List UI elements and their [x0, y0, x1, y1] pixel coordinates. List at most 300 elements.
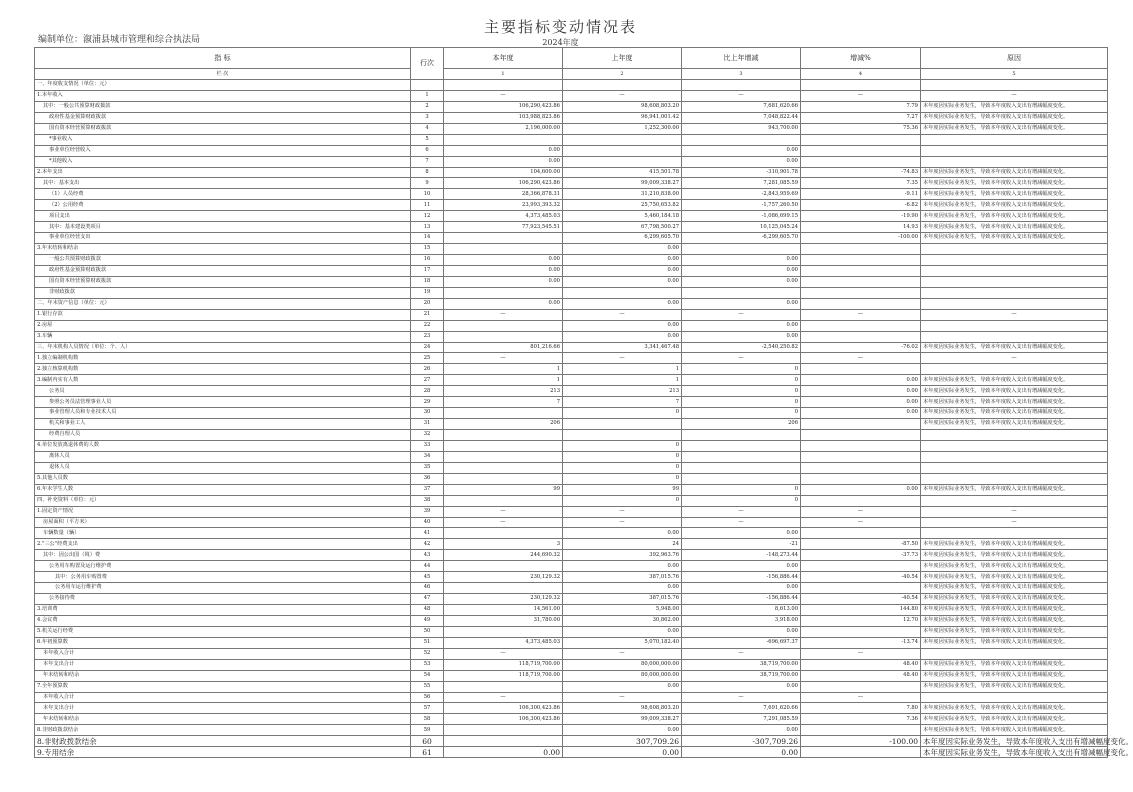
- row-line-number: 12: [411, 211, 444, 222]
- row-change-pct: 75.36: [801, 123, 921, 134]
- row-previous-value: 98,608,803.20: [563, 101, 682, 112]
- row-indicator-name: 1.本年收入: [35, 90, 411, 101]
- row-previous-value: 67,798,500.27: [563, 222, 682, 233]
- header-col-3: 3: [682, 69, 801, 80]
- row-line-number: 15: [411, 244, 444, 255]
- row-change-value: 943,700.00: [682, 123, 801, 134]
- row-previous-value: 0.00: [563, 255, 682, 266]
- table-row: [35, 189, 1108, 200]
- row-change-value: 0.00: [682, 561, 801, 572]
- row-previous-value: 25,750,653.82: [563, 200, 682, 211]
- row-previous-value: 80,000,000.00: [563, 659, 682, 670]
- header-col-5: 5: [921, 69, 1108, 80]
- row-current-value: 801,216.66: [444, 342, 563, 353]
- row-previous-value: —: [563, 517, 682, 528]
- row-current-value: [444, 725, 563, 736]
- header-reason: 原因: [921, 48, 1108, 69]
- table-row: [35, 451, 1108, 462]
- row-previous-value: 5,460,184.18: [563, 211, 682, 222]
- row-line-number: 54: [411, 670, 444, 681]
- row-change-pct: [801, 430, 921, 441]
- row-change-value: —: [682, 309, 801, 320]
- header-col-4: 4: [801, 69, 921, 80]
- table-row: [35, 123, 1108, 134]
- row-change-value: -1,757,260.50: [682, 200, 801, 211]
- row-change-value: 7,048,822.44: [682, 112, 801, 123]
- row-current-value: 106,290,423.86: [444, 178, 563, 189]
- row-reason: [921, 265, 1108, 276]
- row-previous-value: 387,015.76: [563, 594, 682, 605]
- row-reason: 本年度因实际业务发生，导致本年度收入支出有增减幅度变化。: [921, 594, 1108, 605]
- row-change-pct: 0.00: [801, 386, 921, 397]
- row-change-pct: -13.74: [801, 637, 921, 648]
- row-change-value: -310,901.78: [682, 167, 801, 178]
- header-indicator: 指 标: [35, 48, 411, 69]
- row-reason: 本年度因实际业务发生，导致本年度收入支出有增减幅度变化。: [921, 747, 1108, 758]
- row-line-number: 41: [411, 528, 444, 539]
- header-previous-year: 上年度: [563, 48, 682, 69]
- row-change-pct: [801, 583, 921, 594]
- row-reason: [921, 320, 1108, 331]
- row-change-value: -2,540,250.82: [682, 342, 801, 353]
- row-line-number: 42: [411, 539, 444, 550]
- table-row: [35, 265, 1108, 276]
- row-change-value: 3,918.00: [682, 615, 801, 626]
- row-change-pct: —: [801, 90, 921, 101]
- row-change-pct: [801, 364, 921, 375]
- row-previous-value: 99: [563, 484, 682, 495]
- row-reason: [921, 255, 1108, 266]
- row-change-pct: -100.00: [801, 736, 921, 747]
- row-indicator-name: 一、年度收支情况（单位：元）: [35, 80, 411, 91]
- row-current-value: [444, 626, 563, 637]
- row-line-number: 8: [411, 167, 444, 178]
- row-change-pct: 0.00: [801, 375, 921, 386]
- row-reason: [921, 648, 1108, 659]
- row-indicator-name: 2.房屋: [35, 320, 411, 331]
- row-change-pct: 7.36: [801, 714, 921, 725]
- row-indicator-name: 事业管理人员和专业技术人员: [35, 408, 411, 419]
- table-row: [35, 145, 1108, 156]
- row-previous-value: 0.00: [563, 331, 682, 342]
- row-current-value: 14,561.00: [444, 605, 563, 616]
- row-reason: 本年度因实际业务发生，导致本年度收入支出有增减幅度变化。: [921, 233, 1108, 244]
- row-previous-value: —: [563, 648, 682, 659]
- row-change-pct: —: [801, 353, 921, 364]
- row-reason: [921, 462, 1108, 473]
- row-change-pct: [801, 561, 921, 572]
- row-change-value: 0.00: [682, 265, 801, 276]
- row-line-number: 21: [411, 309, 444, 320]
- row-current-value: 31,780.00: [444, 615, 563, 626]
- row-line-number: 20: [411, 298, 444, 309]
- row-reason: 本年度因实际业务发生，导致本年度收入支出有增减幅度变化。: [921, 615, 1108, 626]
- row-indicator-name: 政府性基金预算财政拨款: [35, 112, 411, 123]
- table-row: [35, 386, 1108, 397]
- row-current-value: [444, 440, 563, 451]
- row-indicator-name: 房屋面积（平方米）: [35, 517, 411, 528]
- table-row: [35, 506, 1108, 517]
- row-current-value: [444, 331, 563, 342]
- row-indicator-name: 9.专用结余: [35, 747, 411, 758]
- row-previous-value: —: [563, 309, 682, 320]
- table-row: [35, 90, 1108, 101]
- row-current-value: —: [444, 506, 563, 517]
- row-reason: [921, 134, 1108, 145]
- row-previous-value: 96,941,001.42: [563, 112, 682, 123]
- row-change-value: 0: [682, 495, 801, 506]
- row-current-value: 0.00: [444, 265, 563, 276]
- row-change-pct: [801, 276, 921, 287]
- header-line-no: 行次: [411, 48, 444, 80]
- row-change-pct: 7.79: [801, 101, 921, 112]
- table-row: [35, 331, 1108, 342]
- row-previous-value: 6,299,605.70: [563, 233, 682, 244]
- header-change: 比上年增减: [682, 48, 801, 69]
- row-change-value: -696,697.37: [682, 637, 801, 648]
- row-reason: 本年度因实际业务发生，导致本年度收入支出有增减幅度变化。: [921, 200, 1108, 211]
- row-previous-value: 0.00: [563, 528, 682, 539]
- table-row: [35, 255, 1108, 266]
- row-line-number: 33: [411, 440, 444, 451]
- row-line-number: 43: [411, 550, 444, 561]
- row-current-value: 0.00: [444, 276, 563, 287]
- row-change-value: 0: [682, 484, 801, 495]
- row-line-number: 16: [411, 255, 444, 266]
- table-row: [35, 572, 1108, 583]
- row-line-number: 45: [411, 572, 444, 583]
- row-change-value: [682, 451, 801, 462]
- table-row: [35, 167, 1108, 178]
- row-indicator-name: 公务接待费: [35, 594, 411, 605]
- row-current-value: 106,290,423.86: [444, 101, 563, 112]
- row-change-value: [682, 134, 801, 145]
- row-line-number: 3: [411, 112, 444, 123]
- row-indicator-name: 经费自理人员: [35, 430, 411, 441]
- row-line-number: 47: [411, 594, 444, 605]
- header-col-index: 栏 次: [35, 69, 411, 80]
- row-reason: —: [921, 517, 1108, 528]
- row-current-value: —: [444, 517, 563, 528]
- row-reason: 本年度因实际业务发生，导致本年度收入支出有增减幅度变化。: [921, 189, 1108, 200]
- row-indicator-name: 5.其他人员数: [35, 473, 411, 484]
- row-change-value: 0: [682, 397, 801, 408]
- row-change-pct: -76.02: [801, 342, 921, 353]
- row-change-pct: [801, 287, 921, 298]
- row-current-value: 0.00: [444, 156, 563, 167]
- row-current-value: 118,719,700.00: [444, 659, 563, 670]
- row-change-value: [682, 430, 801, 441]
- table-row: [35, 320, 1108, 331]
- row-current-value: [444, 462, 563, 473]
- header-col-1: 1: [444, 69, 563, 80]
- row-current-value: 106,300,423.86: [444, 714, 563, 725]
- row-current-value: 118,719,700.00: [444, 670, 563, 681]
- row-line-number: 6: [411, 145, 444, 156]
- row-change-value: -148,273.44: [682, 550, 801, 561]
- row-reason: [921, 287, 1108, 298]
- row-change-pct: -19.90: [801, 211, 921, 222]
- row-change-pct: [801, 265, 921, 276]
- row-indicator-name: 其中：因公出国（境）费: [35, 550, 411, 561]
- row-current-value: 2,196,000.00: [444, 123, 563, 134]
- row-change-value: 0.00: [682, 255, 801, 266]
- table-row: [35, 681, 1108, 692]
- row-indicator-name: 2.本年支出: [35, 167, 411, 178]
- row-reason: [921, 440, 1108, 451]
- row-change-pct: —: [801, 506, 921, 517]
- row-current-value: 230,129.32: [444, 572, 563, 583]
- row-change-pct: 7.35: [801, 178, 921, 189]
- row-change-value: 0: [682, 386, 801, 397]
- table-row: [35, 539, 1108, 550]
- table-row: [35, 747, 1108, 758]
- row-previous-value: 0: [563, 462, 682, 473]
- row-previous-value: 0.00: [563, 725, 682, 736]
- row-line-number: 7: [411, 156, 444, 167]
- row-indicator-name: 3.车辆: [35, 331, 411, 342]
- row-change-pct: [801, 331, 921, 342]
- row-reason: [921, 298, 1108, 309]
- row-change-value: -6,299,605.70: [682, 233, 801, 244]
- row-reason: 本年度因实际业务发生，导致本年度收入支出有增减幅度变化。: [921, 725, 1108, 736]
- row-change-pct: [801, 255, 921, 266]
- row-previous-value: 0.00: [563, 626, 682, 637]
- row-current-value: [444, 451, 563, 462]
- row-reason: 本年度因实际业务发生，导致本年度收入支出有增减幅度变化。: [921, 583, 1108, 594]
- table-row: [35, 156, 1108, 167]
- row-line-number: 55: [411, 681, 444, 692]
- table-row: [35, 473, 1108, 484]
- row-previous-value: —: [563, 353, 682, 364]
- row-change-value: 0.00: [682, 528, 801, 539]
- row-current-value: 0.00: [444, 298, 563, 309]
- row-indicator-name: 其中：一般公共预算财政拨款: [35, 101, 411, 112]
- row-indicator-name: 2."三公"经费支出: [35, 539, 411, 550]
- table-row: [35, 101, 1108, 112]
- row-reason: 本年度因实际业务发生，导致本年度收入支出有增减幅度变化。: [921, 211, 1108, 222]
- row-current-value: [444, 583, 563, 594]
- table-row: [35, 375, 1108, 386]
- row-change-value: 10,125,045.24: [682, 222, 801, 233]
- row-indicator-name: 6.年初预算数: [35, 637, 411, 648]
- row-reason: 本年度因实际业务发生，导致本年度收入支出有增减幅度变化。: [921, 123, 1108, 134]
- table-row: [35, 692, 1108, 703]
- row-change-value: [682, 244, 801, 255]
- row-reason: [921, 451, 1108, 462]
- row-change-pct: 12.70: [801, 615, 921, 626]
- row-change-pct: [801, 156, 921, 167]
- row-change-value: 0.00: [682, 747, 801, 758]
- row-change-value: 38,719,700.00: [682, 659, 801, 670]
- row-change-pct: [801, 473, 921, 484]
- row-indicator-name: 退休人员: [35, 462, 411, 473]
- row-indicator-name: 1.固定资产情况: [35, 506, 411, 517]
- row-indicator-name: 6.年末学生人数: [35, 484, 411, 495]
- table-row: [35, 495, 1108, 506]
- row-previous-value: 80,000,000.00: [563, 670, 682, 681]
- row-line-number: 2: [411, 101, 444, 112]
- row-change-value: -21: [682, 539, 801, 550]
- row-change-value: —: [682, 517, 801, 528]
- row-indicator-name: 三、年末机构人员情况（单位：个、人）: [35, 342, 411, 353]
- row-indicator-name: 3.培训费: [35, 605, 411, 616]
- row-reason: —: [921, 309, 1108, 320]
- row-previous-value: —: [563, 506, 682, 517]
- row-current-value: —: [444, 353, 563, 364]
- row-reason: [921, 473, 1108, 484]
- row-change-value: 206: [682, 419, 801, 430]
- row-reason: [921, 80, 1108, 91]
- row-previous-value: 30,862.00: [563, 615, 682, 626]
- row-current-value: 0.00: [444, 145, 563, 156]
- row-change-value: 7,691,620.66: [682, 703, 801, 714]
- row-change-value: 0.00: [682, 583, 801, 594]
- row-indicator-name: 车辆数量（辆）: [35, 528, 411, 539]
- row-reason: [921, 495, 1108, 506]
- row-indicator-name: 事业单位经营收入: [35, 145, 411, 156]
- row-change-pct: 48.40: [801, 670, 921, 681]
- row-change-pct: —: [801, 517, 921, 528]
- row-indicator-name: 机关和事业工人: [35, 419, 411, 430]
- table-row: [35, 462, 1108, 473]
- row-change-pct: [801, 681, 921, 692]
- row-change-pct: 144.80: [801, 605, 921, 616]
- row-reason: 本年度因实际业务发生，导致本年度收入支出有增减幅度变化。: [921, 703, 1108, 714]
- row-change-value: [682, 473, 801, 484]
- row-indicator-name: 8.非财政拨款结余: [35, 725, 411, 736]
- table-row: [35, 408, 1108, 419]
- row-indicator-name: 其中：基本支出: [35, 178, 411, 189]
- row-indicator-name: 本年收入合计: [35, 648, 411, 659]
- row-line-number: 30: [411, 408, 444, 419]
- row-reason: 本年度因实际业务发生，导致本年度收入支出有增减幅度变化。: [921, 561, 1108, 572]
- row-change-value: 7,281,085.59: [682, 178, 801, 189]
- row-line-number: 18: [411, 276, 444, 287]
- table-row: [35, 594, 1108, 605]
- row-previous-value: 24: [563, 539, 682, 550]
- row-current-value: —: [444, 648, 563, 659]
- row-indicator-name: 国有资本经营预算财政拨款: [35, 123, 411, 134]
- row-indicator-name: 年末结转和结余: [35, 714, 411, 725]
- table-row: [35, 484, 1108, 495]
- row-change-value: -307,709.26: [682, 736, 801, 747]
- row-previous-value: 0.00: [563, 583, 682, 594]
- table-row: [35, 659, 1108, 670]
- row-line-number: 37: [411, 484, 444, 495]
- row-current-value: 230,129.32: [444, 594, 563, 605]
- row-previous-value: —: [563, 90, 682, 101]
- row-change-pct: [801, 298, 921, 309]
- row-line-number: 52: [411, 648, 444, 659]
- row-change-value: -2,843,959.69: [682, 189, 801, 200]
- row-previous-value: [563, 419, 682, 430]
- row-change-value: -1,086,699.15: [682, 211, 801, 222]
- row-change-pct: 0.00: [801, 408, 921, 419]
- row-reason: [921, 430, 1108, 441]
- row-indicator-name: 1.独立编制机构数: [35, 353, 411, 364]
- row-indicator-name: 非财政拨款: [35, 287, 411, 298]
- row-change-value: 0: [682, 408, 801, 419]
- row-line-number: 28: [411, 386, 444, 397]
- row-previous-value: 99,009,338.27: [563, 178, 682, 189]
- row-change-value: —: [682, 692, 801, 703]
- table-row: [35, 703, 1108, 714]
- row-reason: 本年度因实际业务发生，导致本年度收入支出有增减幅度变化。: [921, 408, 1108, 419]
- row-line-number: 46: [411, 583, 444, 594]
- table-row: [35, 178, 1108, 189]
- row-previous-value: [563, 156, 682, 167]
- table-row: [35, 561, 1108, 572]
- row-indicator-name: 其中：公务用车购置费: [35, 572, 411, 583]
- row-change-pct: -74.83: [801, 167, 921, 178]
- row-indicator-name: *事业收入: [35, 134, 411, 145]
- row-change-value: 0.00: [682, 320, 801, 331]
- row-reason: 本年度因实际业务发生，导致本年度收入支出有增减幅度变化。: [921, 539, 1108, 550]
- row-line-number: 51: [411, 637, 444, 648]
- row-change-pct: [801, 626, 921, 637]
- table-row: [35, 211, 1108, 222]
- row-previous-value: [563, 287, 682, 298]
- row-change-value: —: [682, 353, 801, 364]
- row-line-number: 58: [411, 714, 444, 725]
- row-change-value: [682, 462, 801, 473]
- table-row: [35, 440, 1108, 451]
- row-change-value: [682, 80, 801, 91]
- row-previous-value: 3,341,467.48: [563, 342, 682, 353]
- row-line-number: 56: [411, 692, 444, 703]
- row-indicator-name: 4.单位发放离退休费的人数: [35, 440, 411, 451]
- table-row: [35, 112, 1108, 123]
- row-reason: —: [921, 90, 1108, 101]
- row-line-number: 50: [411, 626, 444, 637]
- row-indicator-name: 一般公共预算财政拨款: [35, 255, 411, 266]
- table-row: [35, 419, 1108, 430]
- row-indicator-name: 国有资本经营预算财政拨款: [35, 276, 411, 287]
- table-row: [35, 342, 1108, 353]
- row-change-pct: [801, 747, 921, 758]
- table-row: [35, 648, 1108, 659]
- row-previous-value: 31,210,838.00: [563, 189, 682, 200]
- row-reason: 本年度因实际业务发生，导致本年度收入支出有增减幅度变化。: [921, 550, 1108, 561]
- row-line-number: 48: [411, 605, 444, 616]
- row-previous-value: [563, 145, 682, 156]
- reporting-unit: 编制单位：溆浦县城市管理和综合执法局: [38, 35, 201, 45]
- row-line-number: 9: [411, 178, 444, 189]
- row-indicator-name: 公务用车购置及运行维护费: [35, 561, 411, 572]
- row-indicator-name: 四、补充资料（单位：元）: [35, 495, 411, 506]
- row-current-value: [444, 287, 563, 298]
- row-current-value: —: [444, 692, 563, 703]
- row-reason: 本年度因实际业务发生，导致本年度收入支出有增减幅度变化。: [921, 659, 1108, 670]
- row-indicator-name: （2）公用经费: [35, 200, 411, 211]
- row-reason: 本年度因实际业务发生，导致本年度收入支出有增减幅度变化。: [921, 572, 1108, 583]
- row-change-pct: -100.00: [801, 233, 921, 244]
- row-line-number: 5: [411, 134, 444, 145]
- row-line-number: 36: [411, 473, 444, 484]
- row-change-value: [682, 287, 801, 298]
- row-change-value: 8,613.00: [682, 605, 801, 616]
- table-row: [35, 80, 1108, 91]
- row-line-number: 53: [411, 659, 444, 670]
- row-reason: 本年度因实际业务发生，导致本年度收入支出有增减幅度变化。: [921, 626, 1108, 637]
- row-line-number: 1: [411, 90, 444, 101]
- row-previous-value: 0.00: [563, 244, 682, 255]
- row-reason: [921, 145, 1108, 156]
- header-current-year: 本年度: [444, 48, 563, 69]
- row-change-pct: 0.00: [801, 484, 921, 495]
- row-reason: 本年度因实际业务发生，导致本年度收入支出有增减幅度变化。: [921, 736, 1108, 747]
